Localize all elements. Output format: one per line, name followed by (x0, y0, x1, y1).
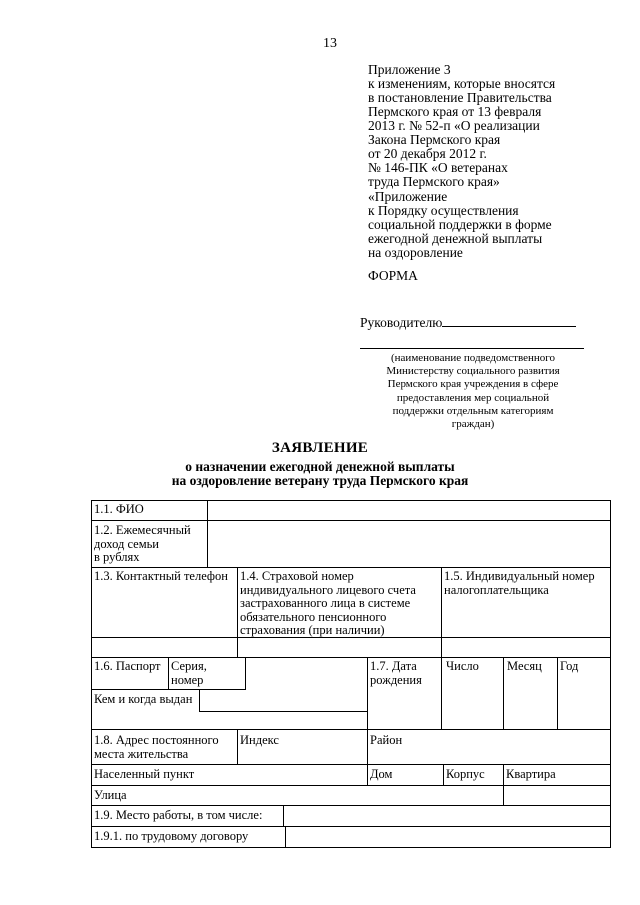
appendix-line: от 20 декабря 2012 г. (368, 146, 487, 161)
quote-line: ежегодной денежной выплаты (368, 231, 543, 246)
field-contract-input[interactable] (286, 827, 610, 847)
subtitle-line: на оздоровление ветерану труда Пермского края (171, 473, 469, 488)
note-line: граждан) (451, 418, 495, 431)
inn-line: 1.5. Индивидуальный номер (444, 569, 595, 583)
field-phone-label: 1.3. Контактный телефон (94, 569, 228, 583)
field-address-label (94, 734, 219, 761)
field-snils-label (240, 570, 416, 638)
field-inn-label (444, 570, 595, 597)
quote-line: к Порядку осуществления (368, 203, 519, 218)
field-street-label: Улица (94, 788, 127, 802)
note-line: (наименование подведомственного (391, 352, 555, 364)
form-label: ФОРМА (368, 268, 418, 283)
field-building-label: Корпус (446, 767, 485, 781)
field-income-input[interactable] (209, 521, 609, 567)
field-index-label: Индекс (240, 733, 279, 747)
inn-line: налогоплательщика (444, 582, 549, 597)
field-house-label: Дом (370, 767, 393, 781)
field-work-input[interactable] (284, 806, 610, 826)
field-birth-label (370, 660, 422, 687)
document-title: ЗАЯВЛЕНИЕ (271, 440, 369, 456)
field-fio-input[interactable] (209, 501, 609, 520)
quote-line: социальной поддержки в форме (368, 217, 552, 232)
income-line: доход семьи (94, 536, 159, 551)
birth-line: рождения (370, 672, 422, 687)
field-series-input[interactable] (246, 658, 367, 689)
snils-line: страхования (при наличии) (240, 623, 385, 637)
appendix-header (368, 63, 555, 189)
birth-day-label: Число (446, 659, 479, 673)
snils-line: индивидуального лицевого счета (240, 582, 416, 597)
appendix-quote (368, 190, 552, 260)
addressee-second-blank[interactable] (360, 348, 584, 349)
appendix-line: № 146-ПК «О ветеранах (368, 160, 508, 175)
quote-line: «Приложение (368, 189, 448, 204)
income-line: в рублях (94, 550, 140, 564)
series-line: Серия, (171, 659, 207, 673)
field-district-label: Район (370, 733, 403, 747)
document-subtitle (0, 460, 640, 488)
birth-month-label: Месяц (507, 659, 542, 673)
note-line: поддержки отдельным категориям (392, 404, 554, 417)
field-fio-label: 1.1. ФИО (94, 502, 144, 516)
appendix-line: Закона Пермского края (368, 132, 501, 147)
snils-line: застрахованного лица в системе (240, 596, 411, 610)
snils-line: обязательного пенсионного (240, 609, 387, 624)
note-line: Пермского края учреждения в сфере (387, 378, 559, 391)
appendix-line: к изменениям, которые вносятся (368, 76, 556, 91)
appendix-line: Пермского края от 13 февраля (368, 104, 542, 119)
note-line: предоставления мер социальной (396, 391, 550, 404)
addressee-note (356, 352, 590, 431)
field-series-label (171, 660, 207, 687)
field-passport-label: 1.6. Паспорт (94, 659, 161, 673)
field-apartment-label: Квартира (506, 767, 556, 781)
addressee (360, 314, 576, 331)
address-line: 1.8. Адрес постоянного (94, 733, 219, 747)
field-snils-input[interactable] (238, 638, 441, 657)
appendix-line: в постановление Правительства (368, 90, 552, 105)
field-locality-label: Населенный пункт (94, 767, 195, 781)
addressee-blank[interactable] (442, 314, 576, 327)
address-line: места жительства (94, 746, 189, 761)
birth-line: 1.7. Дата (370, 659, 417, 673)
field-work-label: 1.9. Место работы, в том числе: (94, 808, 263, 822)
field-inn-input[interactable] (442, 638, 610, 657)
appendix-line: Приложение 3 (368, 62, 451, 77)
snils-line: 1.4. Страховой номер (240, 569, 354, 583)
quote-line: на оздоровление (368, 245, 463, 260)
birth-year-label: Год (560, 659, 579, 673)
subtitle-line: о назначении ежегодной денежной выплаты (185, 459, 455, 474)
field-contract-label: 1.9.1. по трудовому договору (94, 829, 249, 843)
appendix-line: 2013 г. № 52-п «О реализации (368, 118, 540, 133)
appendix-line: труда Пермского края» (368, 174, 500, 189)
field-issued-label: Кем и когда выдан (94, 692, 193, 706)
field-income-label (94, 524, 191, 565)
page-number: 13 (323, 36, 337, 51)
application-form (91, 500, 611, 848)
field-issued-input[interactable] (200, 690, 367, 711)
addressee-label: Руководителю (360, 315, 443, 330)
field-phone-input[interactable] (92, 638, 237, 657)
income-line: 1.2. Ежемесячный (94, 523, 191, 537)
series-line: номер (171, 672, 204, 687)
note-line: Министерству социального развития (386, 365, 560, 378)
